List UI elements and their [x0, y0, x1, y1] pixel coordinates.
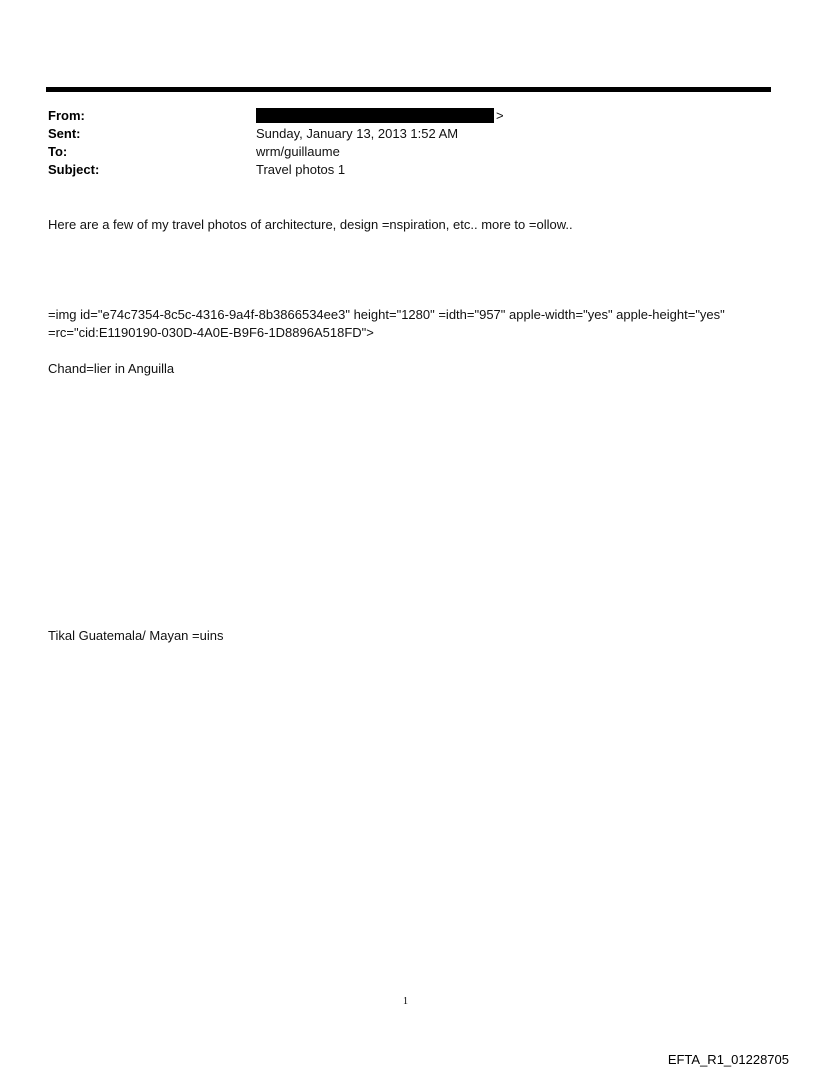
- from-value-suffix: >: [496, 108, 504, 123]
- caption-tikal: Tikal Guatemala/ Mayan =uins: [48, 628, 224, 643]
- redaction-bar: [256, 108, 494, 123]
- from-row: [48, 107, 748, 125]
- sent-label: Sent:: [48, 126, 81, 141]
- sent-row: [48, 125, 748, 143]
- subject-row: [48, 161, 748, 179]
- email-header: [48, 107, 748, 179]
- to-label: To:: [48, 144, 68, 159]
- body-img-line-2: =rc="cid:E1190190-030D-4A0E-B9F6-1D8896A518FD">: [48, 325, 374, 340]
- from-label: From:: [48, 108, 85, 123]
- sent-value: Sunday, January 13, 2013 1:52 AM: [256, 126, 459, 141]
- body-intro: Here are a few of my travel photos of architecture, design =nspiration, etc.. more to =ollow..: [48, 217, 573, 232]
- page-number: 1: [403, 996, 408, 1007]
- header-rule: [46, 87, 771, 92]
- to-row: [48, 143, 748, 161]
- subject-label: Subject:: [48, 162, 100, 177]
- from-value: [256, 107, 748, 125]
- subject-value: Travel photos 1: [256, 162, 346, 177]
- to-value: wrm/guillaume: [256, 144, 340, 159]
- document-id: EFTA_R1_01228705: [667, 1052, 789, 1067]
- body-img-line-1: =img id="e74c7354-8c5c-4316-9a4f-8b3866534ee3" height="1280" =idth="957" apple-width="yes" apple-height="yes": [48, 307, 725, 322]
- caption-chandelier: Chand=lier in Anguilla: [48, 361, 175, 376]
